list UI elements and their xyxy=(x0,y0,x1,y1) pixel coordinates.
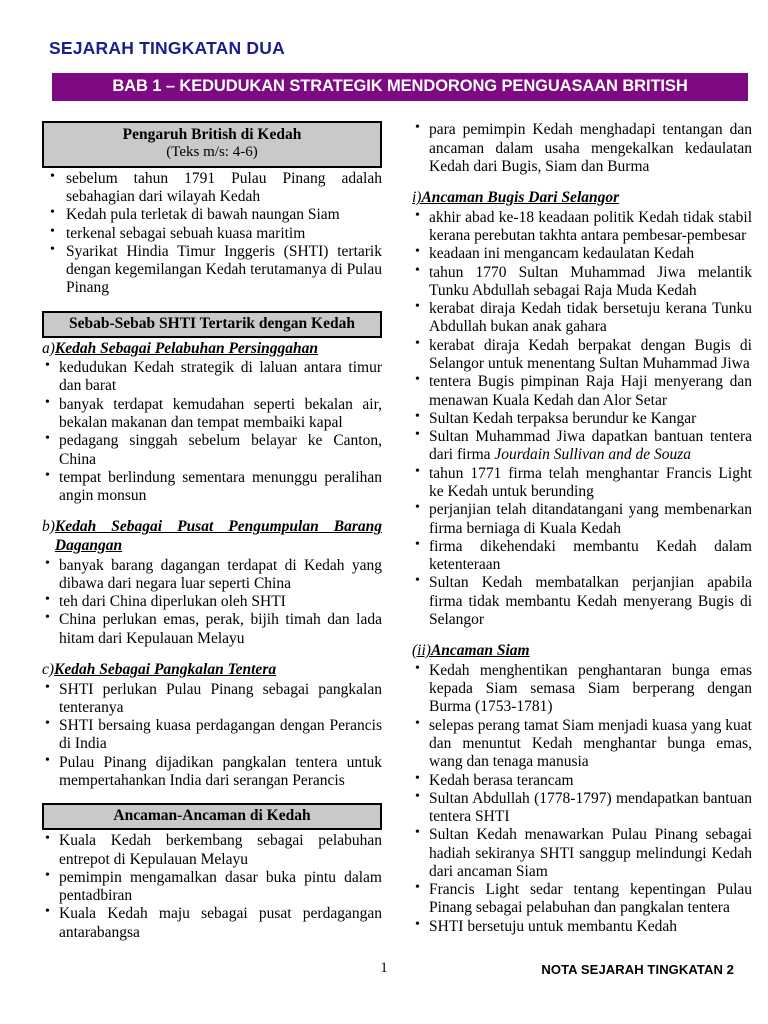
list-item: • kerabat diraja Kedah tidak bersetuju kerana Tunku Abdullah bukan anak gahara xyxy=(412,300,752,337)
left-column xyxy=(42,121,382,942)
list-item: • Kuala Kedah maju sebagai pusat perdagangan antarabangsa xyxy=(42,905,382,942)
list-item: • Kuala Kedah berkembang sebagai pelabuhan entrepot di Kepulauan Melayu xyxy=(42,832,382,869)
subsection-title: Ancaman Bugis Dari Selangor xyxy=(421,189,620,207)
subsection-marker: i) xyxy=(412,189,422,207)
list-item-with-italic xyxy=(412,428,752,465)
list-item: • pedagang singgah sebelum belayar ke Canton, China xyxy=(42,432,382,469)
list-item: • Sultan Kedah menawarkan Pulau Pinang sebagai hadiah sekiranya SHTI sanggup melindungi Kedah dari ancaman Siam xyxy=(412,826,752,881)
bullet-text-prefix: Sultan Muhammad Jiwa dapatkan bantuan tentera dari firma xyxy=(429,428,752,464)
list-item: • Kedah pula terletak di bawah naungan Siam xyxy=(42,206,382,224)
list-item: • tempat berlindung sementara menunggu peralihan angin monsun xyxy=(42,469,382,506)
list-pusat-pengumpulan xyxy=(42,557,382,648)
list-item: • tahun 1770 Sultan Muhammad Jiwa melantik Tunku Abdullah sebagai Raja Muda Kedah xyxy=(412,264,752,301)
list-item: • banyak barang dagangan terdapat di Kedah yang dibawa dari negara luar seperti China xyxy=(42,557,382,594)
subsection-marker: a) xyxy=(42,339,55,357)
list-pangkalan-tentera xyxy=(42,681,382,791)
section-header-title: Ancaman-Ancaman di Kedah xyxy=(113,807,311,825)
list-item: • terkenal sebagai sebuah kuasa maritim xyxy=(42,225,382,243)
right-column xyxy=(412,121,752,942)
list-ancaman-siam xyxy=(412,662,752,936)
two-column-body xyxy=(42,121,752,942)
list-item: • Pulau Pinang dijadikan pangkalan tentera untuk mempertahankan India dari serangan Perancis xyxy=(42,754,382,791)
subsection-heading-a xyxy=(42,340,382,359)
list-item: • Sultan Kedah membatalkan perjanjian apabila firma tidak membantu Kedah menyerang Bugis di Selangor xyxy=(412,574,752,629)
list-item: • firma dikehendaki membantu Kedah dalam ketenteraan xyxy=(412,538,752,575)
list-item: • Sultan Kedah terpaksa berundur ke Kangar xyxy=(412,410,752,428)
subsection-title: Kedah Sebagai Pangkalan Tentera xyxy=(54,661,277,679)
list-ancaman-bugis xyxy=(412,209,752,629)
list-item: • SHTI bersetuju untuk membantu Kedah xyxy=(412,918,752,936)
list-item: • kerabat diraja Kedah berpakat dengan Bugis di Selangor untuk menentang Sultan Muhammad Jiwa xyxy=(412,337,752,374)
subsection-heading-ii xyxy=(412,642,752,661)
list-item: • SHTI bersaing kuasa perdagangan dengan Perancis di India xyxy=(42,717,382,754)
subsection-title: Ancaman Siam xyxy=(430,642,530,660)
section-header-title: Pengaruh British di Kedah xyxy=(122,126,302,144)
list-item: • para pemimpin Kedah menghadapi tentangan dan ancaman dalam usaha mengekalkan kedaulatan Kedah dari Bugis, Siam dan Burma xyxy=(412,121,752,176)
list-pelabuhan-persinggahan xyxy=(42,359,382,505)
subsection-marker: c) xyxy=(42,661,55,679)
subsection-heading-b xyxy=(42,518,382,555)
list-item: • pemimpin mengamalkan dasar buka pintu dalam pentadbiran xyxy=(42,869,382,906)
list-item: • Francis Light sedar tentang kepentingan Pulau Pinang sebagai pelabuhan dan pangkalan tentera xyxy=(412,881,752,918)
list-item: • tahun 1771 firma telah menghantar Francis Light ke Kedah untuk berunding xyxy=(412,465,752,502)
firma-name-italic: Jourdain Sullivan and de Souza xyxy=(494,446,692,464)
list-item: • teh dari China diperlukan oleh SHTI xyxy=(42,593,382,611)
list-item: • akhir abad ke-18 keadaan politik Kedah tidak stabil kerana perebutan takhta antara pembesar-pembesar xyxy=(412,209,752,246)
section-header-title: Sebab-Sebab SHTI Tertarik dengan Kedah xyxy=(69,314,355,332)
subsection-marker: (ii) xyxy=(412,642,431,660)
list-item: • keadaan ini mengancam kedaulatan Kedah xyxy=(412,245,752,263)
section-header-ancaman-ancaman xyxy=(42,803,382,830)
list-pengaruh-british xyxy=(42,170,382,298)
section-header-sebab-sebab xyxy=(42,311,382,338)
subsection-title: Kedah Sebagai Pelabuhan Persinggahan xyxy=(54,339,319,357)
list-item: • sebelum tahun 1791 Pulau Pinang adalah sebahagian dari wilayah Kedah xyxy=(42,170,382,207)
list-ancaman-ancaman xyxy=(42,832,382,942)
chapter-banner: BAB 1 – KEDUDUKAN STRATEGIK MENDORONG PENGUASAAN BRITISH xyxy=(52,73,748,101)
subsection-title: Kedah Sebagai Pusat Pengumpulan Barang Dagangan xyxy=(54,518,382,555)
list-item: • kedudukan Kedah strategik di laluan antara timur dan barat xyxy=(42,359,382,396)
list-item: • Kedah menghentikan penghantaran bunga emas kepada Siam semasa Siam berperang dengan Burma (1753-1781) xyxy=(412,662,752,717)
list-intro xyxy=(412,121,752,176)
page-number: 1 xyxy=(380,960,388,976)
list-item: • banyak terdapat kemudahan seperti bekalan air, bekalan makanan dan tempat membaiki kapal xyxy=(42,396,382,433)
list-item: • selepas perang tamat Siam menjadi kuasa yang kuat dan menuntut Kedah menghantar bunga emas, wang dan tenaga manusia xyxy=(412,717,752,772)
list-item: • perjanjian telah ditandatangani yang membenarkan firma berniaga di Kuala Kedah xyxy=(412,501,752,538)
list-item: • Syarikat Hindia Timur Inggeris (SHTI) tertarik dengan kegemilangan Kedah terutamanya di Pulau Pinang xyxy=(42,243,382,298)
list-item: • tentera Bugis pimpinan Raja Haji menyerang dan menawan Kuala Kedah dan Alor Setar xyxy=(412,373,752,410)
subsection-marker: b) xyxy=(42,518,55,536)
list-item: • SHTI perlukan Pulau Pinang sebagai pangkalan tenteranya xyxy=(42,681,382,718)
section-header-pengaruh-british xyxy=(42,121,382,167)
subsection-heading-c xyxy=(42,661,382,680)
footer-note: NOTA SEJARAH TINGKATAN 2 xyxy=(541,962,734,977)
section-header-subtitle: (Teks m/s: 4-6) xyxy=(166,144,258,161)
subsection-heading-i xyxy=(412,189,752,208)
list-item: • Kedah berasa terancam xyxy=(412,772,752,790)
list-item: • Sultan Abdullah (1778-1797) mendapatkan bantuan tentera SHTI xyxy=(412,790,752,827)
page-title: SEJARAH TINGKATAN DUA xyxy=(49,38,285,58)
list-item: • China perlukan emas, perak, bijih timah dan lada hitam dari Kepulauan Melayu xyxy=(42,611,382,648)
